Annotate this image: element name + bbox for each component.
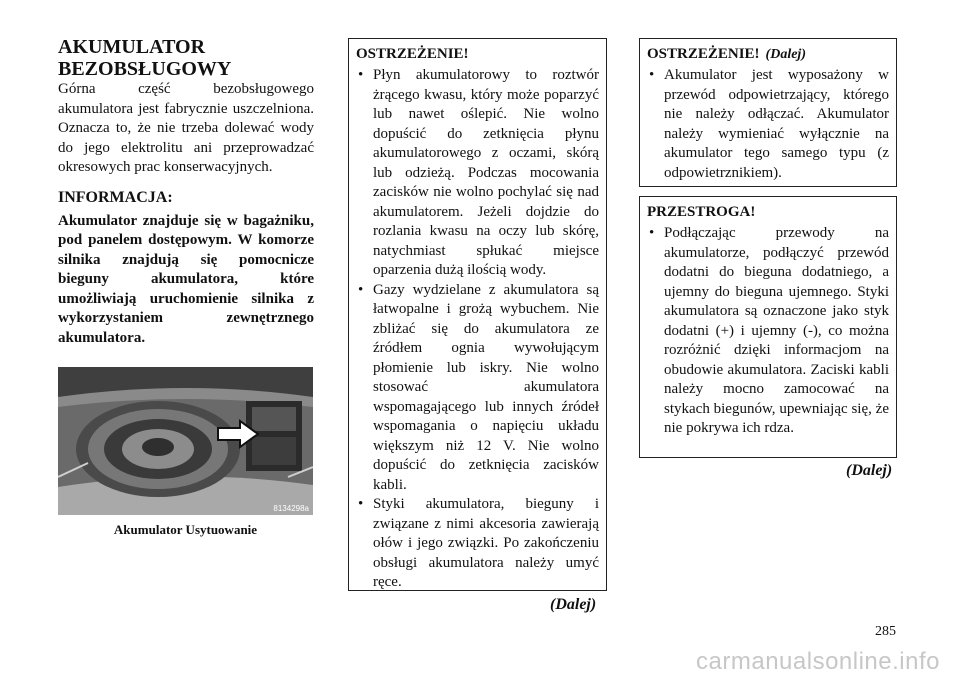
caution-item: • Podłączając przewody na akumulatorze, podłączyć przewód dodatni do bieguna dodatniego, a ujemny do bieguna ujemnego. Styki akumulatora są oznaczone jako styk dodatni (+) i ujemny (-), co można rozróżnić dzięki informacjom na obudowie akumulatora. Zaciski kabli należy mocno zamocować na stykach biegunów, upewniając się, że nie pokrywa ich rdza. — [647, 224, 889, 439]
continued-label: (Dalej) — [846, 462, 893, 479]
warning-list — [356, 66, 599, 593]
continued-label: (Dalej) — [550, 596, 597, 613]
warning-continued-box — [639, 38, 897, 187]
warning-item: • Styki akumulatora, bieguny i związane z nimi akcesoria zawierają ołów i jego związki. Po zakończeniu obsługi akumulatora należy umyć ręce. — [356, 495, 599, 593]
info-heading: INFORMACJA: — [58, 188, 173, 206]
info-paragraph: Akumulator znajduje się w bagażniku, pod panelem dostępowym. W komorze silnika znajdują się pomocnicze bieguny akumulatora, które umożliwiają uruchomienie silnika z wykorzystaniem zewnętrznego akumulatora. — [58, 212, 314, 346]
warning-list — [647, 66, 889, 183]
warning-box — [348, 38, 607, 591]
right-arrow-icon — [216, 419, 260, 449]
intro-paragraph: Górna część bezobsługowego akumulatora jest fabrycznie uszczelniona. Oznacza to, że nie trzeba dolewać wody do jego elektrolitu ani przeprowadzać okresowych prac konserwacyjnych. — [58, 81, 314, 175]
warning-item: • Akumulator jest wyposażony w przewód odpowietrzający, którego nie należy odłączać. Akumulator należy wymieniać wyłącznie na akumulator tego samego typu (z odpowietrznikiem). — [647, 66, 889, 183]
watermark: carmanualsonline.info — [696, 648, 940, 675]
warning-title: OSTRZEŻENIE! — [356, 46, 469, 62]
figure-code: 8134298a — [273, 504, 309, 513]
battery-location-image — [58, 367, 313, 515]
figure-caption: Akumulator Usytuowanie — [113, 522, 258, 537]
warning-title-continued: (Dalej) — [765, 47, 806, 62]
caution-list — [647, 224, 889, 439]
caution-box — [639, 196, 897, 458]
page-number: 285 — [875, 624, 896, 639]
warning-item: • Gazy wydzielane z akumulatora są łatwopalne i grożą wybuchem. Nie zbliżać się do akumulatora ze źródłem ognia wywołującym płomienie lub iskry. Nie wolno stosować akumulatora wspomagającego lub innych źródeł wspomagania o napięciu układu większym niż 12 V. Nie wolno dopuścić do zetknięcia zacisków kabli. — [356, 281, 599, 496]
warning-item: • Płyn akumulatorowy to roztwór żrącego kwasu, który może poparzyć lub nawet oślepić. Nie wolno dopuścić do zetknięcia płynu akumulatorowego z oczami, skórą lub odzieżą. Podczas mocowania zacisków nie wolno pochylać się nad akumulatorem. Jeżeli dojdzie do rozlania kwasu na oczy lub skórę, natychmiast spłukać miejsce oparzenia dużą ilością wody. — [356, 66, 599, 281]
caution-title: PRZESTROGA! — [647, 204, 756, 220]
warning-title: OSTRZEŻENIE! — [647, 46, 760, 62]
left-column — [58, 36, 314, 348]
section-title: AKUMULATOR BEZOBSŁUGOWY — [58, 36, 232, 80]
